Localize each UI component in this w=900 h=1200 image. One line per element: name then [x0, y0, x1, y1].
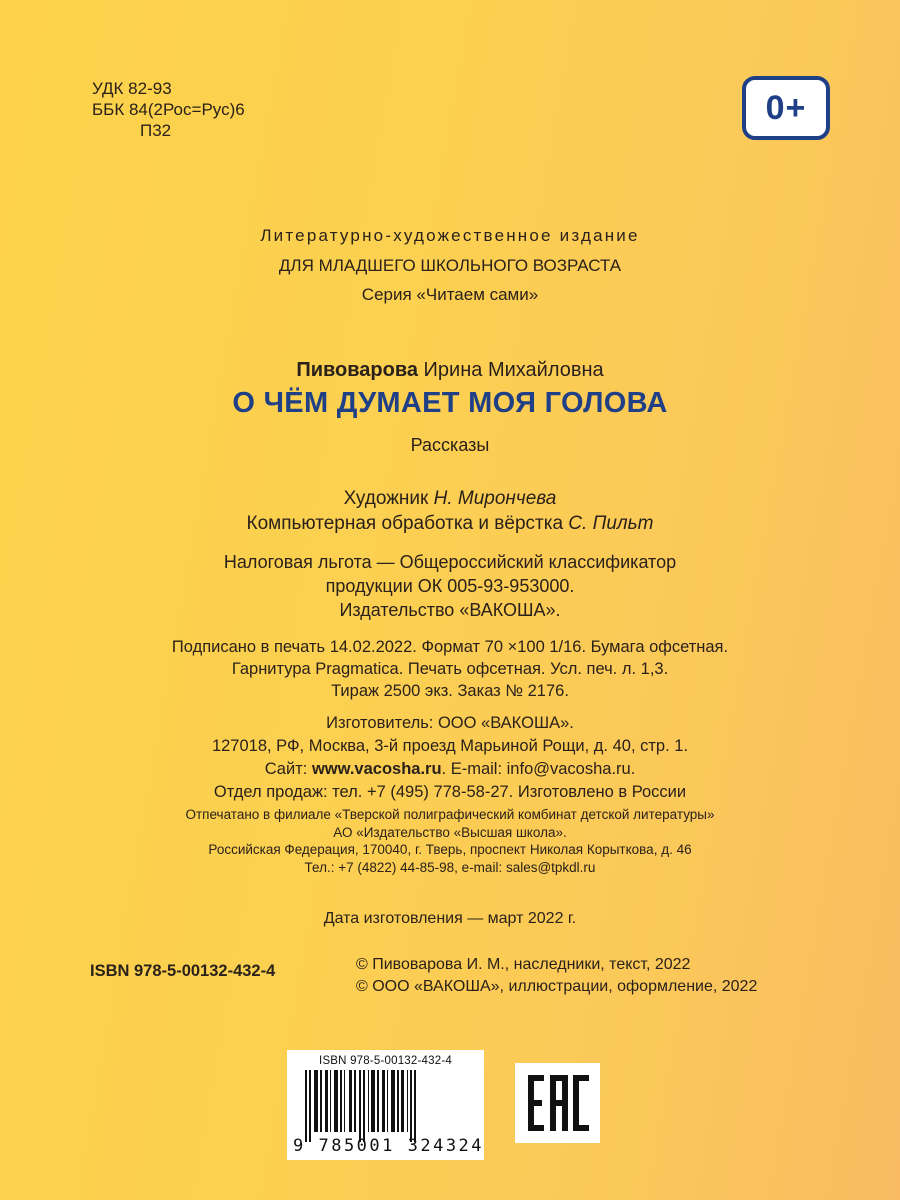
- edition-series: Серия «Читаем сами»: [361, 285, 539, 304]
- layout-name: С. Пильт: [568, 513, 654, 534]
- manufacturer-line-1: Изготовитель: ООО «ВАКОША».: [326, 714, 574, 732]
- udk-code: УДК 82-93: [92, 79, 172, 98]
- manufacturer-address: 127018, РФ, Москва, 3-й проезд Марьиной Рощи, д. 40, стр. 1.: [211, 737, 689, 755]
- copyright-block: [356, 954, 757, 998]
- tax-line-3: Издательство «ВАКОША».: [339, 600, 561, 620]
- sales-department: Отдел продаж: тел. +7 (495) 778-58-27. Изготовлено в России: [213, 783, 687, 801]
- layout-label: Компьютерная обработка и вёрстка: [246, 513, 569, 534]
- layout-credit: [0, 511, 900, 536]
- eac-conformity-mark: [515, 1063, 600, 1143]
- printer-line-4: Тел.: +7 (4822) 44-85-98, e-mail: sales@tpkdl.ru: [304, 859, 596, 875]
- copyright-illustrations: © ООО «ВАКОША», иллюстрации, оформление, 2022: [356, 978, 758, 995]
- site-link[interactable]: www.vacosha.ru: [311, 760, 442, 778]
- print-info-line-2: Гарнитура Pragmatica. Печать офсетная. Усл. печ. л. 1,3.: [231, 660, 669, 678]
- age-rating-label: 0+: [765, 88, 807, 127]
- illustrator-label: Художник: [343, 488, 434, 509]
- isbn-number: ISBN 978-5-00132-432-4: [90, 962, 276, 980]
- manufacturer-contacts: [0, 758, 900, 781]
- illustrator-credit: [0, 486, 900, 511]
- bbk-code: ББК 84(2Рос=Рус)6: [92, 100, 245, 119]
- age-rating-badge: [742, 76, 830, 140]
- printer-line-1: Отпечатано в филиале «Тверской полиграфический комбинат детской литературы»: [185, 807, 715, 822]
- tax-line-2: продукции ОК 005-93-953000.: [325, 576, 575, 596]
- author-given-names: Ирина Михайловна: [418, 359, 604, 381]
- classification-block: [92, 78, 245, 141]
- site-label: Сайт:: [264, 760, 312, 778]
- credits-block: [0, 486, 900, 536]
- copyright-text: © Пивоварова И. М., наследники, текст, 2022: [356, 956, 691, 973]
- book-subtitle: Рассказы: [410, 435, 490, 455]
- barcode-bars: [295, 1070, 476, 1140]
- illustrator-name: Н. Мирончева: [433, 488, 557, 509]
- author-mark: П32: [140, 121, 172, 140]
- book-title: О ЧЁМ ДУМАЕТ МОЯ ГОЛОВА: [232, 387, 668, 419]
- edition-audience: ДЛЯ МЛАДШЕГО ШКОЛЬНОГО ВОЗРАСТА: [278, 256, 622, 275]
- barcode-digits: 9 785001 324324: [293, 1136, 485, 1156]
- print-info: [0, 636, 900, 702]
- tax-info: [0, 550, 900, 622]
- author-line: [0, 357, 900, 383]
- printer-line-3: Российская Федерация, 170040, г. Тверь, проспект Николая Корыткова, д. 46: [208, 842, 692, 857]
- isbn-barcode: [287, 1050, 484, 1160]
- print-info-line-3: Тираж 2500 экз. Заказ № 2176.: [331, 682, 569, 700]
- printer-line-2: АО «Издательство «Высшая школа».: [333, 824, 567, 840]
- edition-genre: Литературно-художественное издание: [260, 226, 640, 245]
- barcode-isbn-label: ISBN 978-5-00132-432-4: [319, 1055, 452, 1067]
- production-date: Дата изготовления — март 2022 г.: [323, 910, 577, 927]
- author-surname: Пивоварова: [296, 359, 418, 381]
- tax-line-1: Налоговая льгота — Общероссийский классификатор: [223, 552, 677, 572]
- email-text: . E-mail: info@vacosha.ru.: [441, 760, 636, 778]
- printer-info: [0, 806, 900, 876]
- manufacturer-info: [0, 712, 900, 804]
- eac-icon: [526, 1073, 590, 1133]
- print-info-line-1: Подписано в печать 14.02.2022. Формат 70 ×100 1/16. Бумага офсетная.: [171, 638, 729, 656]
